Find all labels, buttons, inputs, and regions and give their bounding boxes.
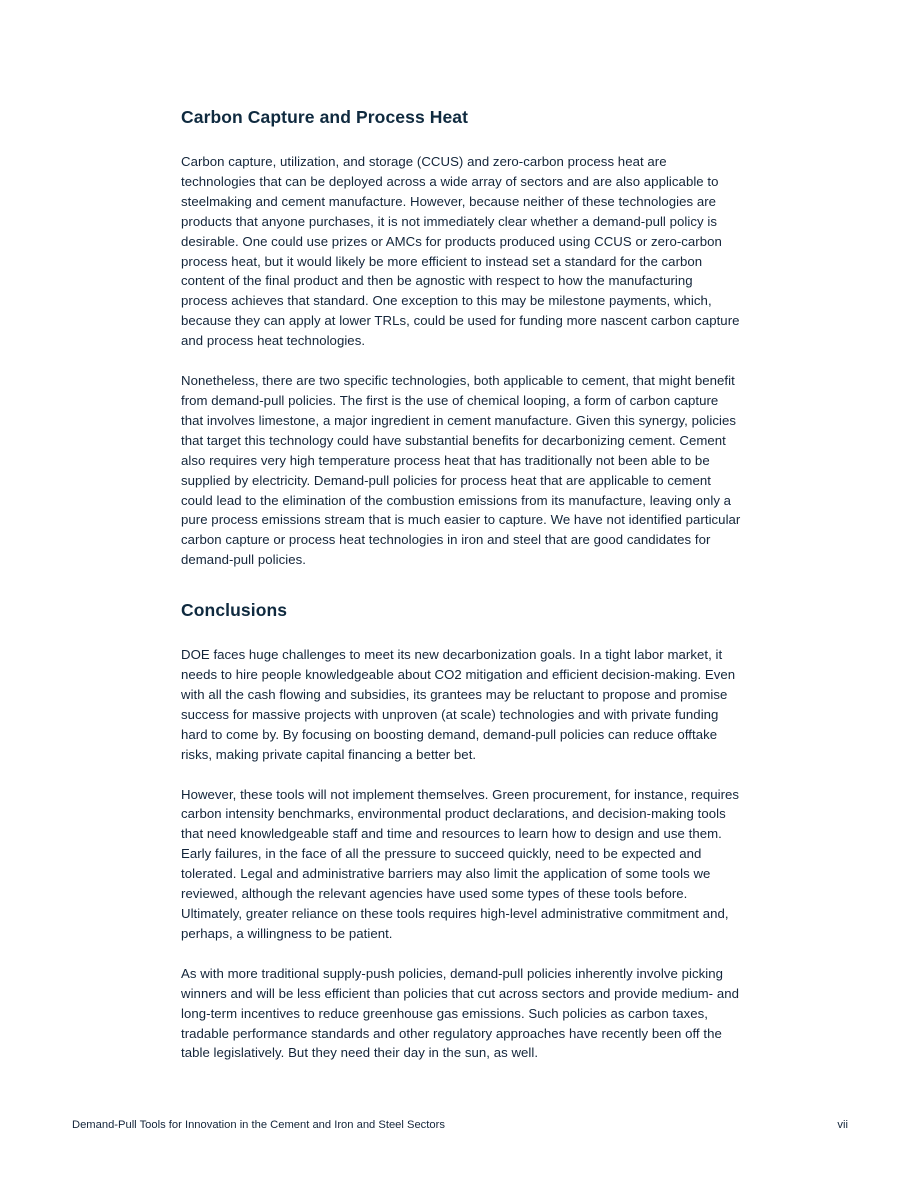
- footer-document-title: Demand-Pull Tools for Innovation in the Cement and Iron and Steel Sectors: [72, 1119, 445, 1131]
- paragraph: Carbon capture, utilization, and storage (CCUS) and zero-carbon process heat are technologies that can be deployed across a wide array of sectors and are also applicable to steelmaking and cement manufacture. However, because neither of these technologies are products that anyone purchases, it is not immediately clear whether a demand-pull policy is desirable. One could use prizes or AMCs for products produced using CCUS or zero-carbon process heat, but it would likely be more efficient to instead set a standard for the carbon content of the final product and then be agnostic with respect to how the manufacturing process achieves that standard. One exception to this may be milestone payments, which, because they can apply at lower TRLs, could be used for funding more nascent carbon capture and process heat technologies.: [181, 154, 740, 349]
- section-heading-conclusions: Conclusions: [181, 600, 288, 621]
- section-heading-carbon-capture: Carbon Capture and Process Heat: [181, 107, 469, 127]
- paragraph: DOE faces huge challenges to meet its new decarbonization goals. In a tight labor market, it needs to hire people knowledgeable about CO2 mitigation and efficient decision-making. Even with all the cash flowing and subsidies, its grantees may be reluctant to propose and promise success for massive projects with unproven (at scale) technologies and with private funding hard to come by. By focusing on boosting demand, demand-pull policies can reduce offtake risks, making private capital financing a better bet.: [181, 647, 736, 762]
- page-number: vii: [837, 1119, 848, 1131]
- paragraph: Nonetheless, there are two specific technologies, both applicable to cement, that might benefit from demand-pull policies. The first is the use of chemical looping, a form of carbon capture that involves limestone, a major ingredient in cement manufacture. Given this synergy, policies that target this technology could have substantial benefits for decarbonizing cement. Cement also requires very high temperature process heat that has traditionally not been able to be supplied by electricity. Demand-pull policies for process heat that are applicable to cement could lead to the elimination of the combustion emissions from its manufacture, leaving only a pure process emissions stream that is much easier to capture. We have not identified particular carbon capture or process heat technologies in iron and steel that are good candidates for demand-pull policies.: [181, 373, 741, 568]
- main-content: [181, 104, 741, 1063]
- paragraph: However, these tools will not implement themselves. Green procurement, for instance, requires carbon intensity benchmarks, environmental product declarations, and decision-making tools that need knowledgeable staff and time and resources to learn how to design and use them. Early failures, in the face of all the pressure to succeed quickly, need to be expected and tolerated. Legal and administrative barriers may also limit the application of some tools we reviewed, although the relevant agencies have used some types of these tools before. Ultimately, greater reliance on these tools requires high-level administrative commitment and, perhaps, a willingness to be patient.: [181, 786, 740, 941]
- paragraph: As with more traditional supply-push policies, demand-pull policies inherently involve picking winners and will be less efficient than policies that cut across sectors and provide medium- and long-term incentives to reduce greenhouse gas emissions. Such policies as carbon taxes, tradable performance standards and other regulatory approaches have recently been off the table legislatively. But they need their day in the sun, as well.: [181, 965, 739, 1061]
